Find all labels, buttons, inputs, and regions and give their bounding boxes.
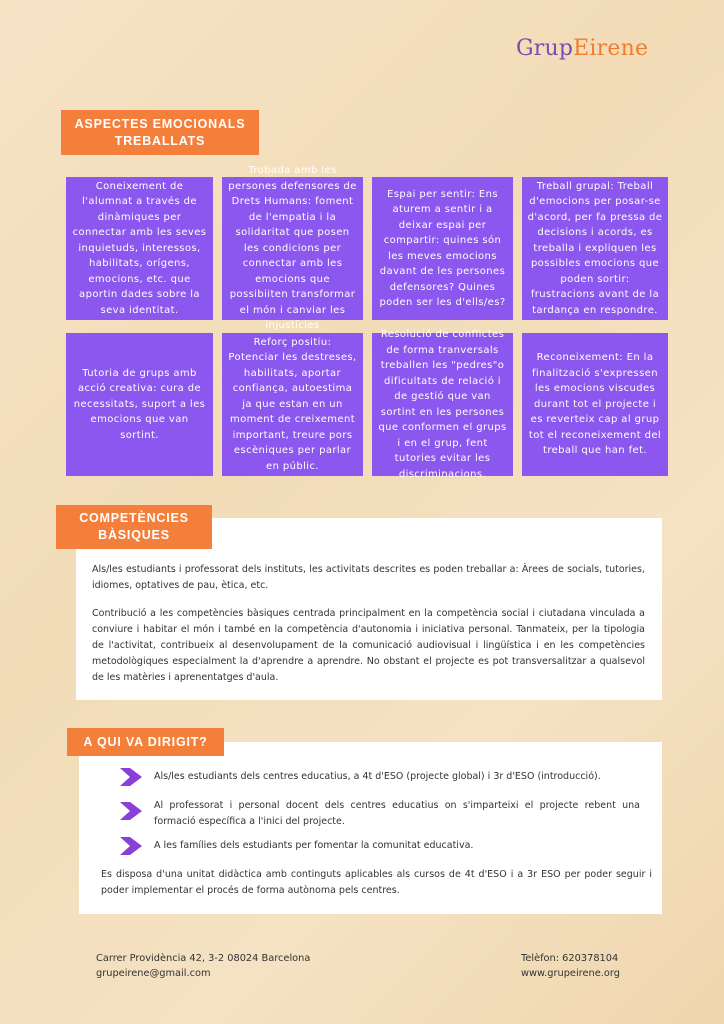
card-treball-grupal: Treball grupal: Treball d'emocions per posar-se d'acord, per fa pressa de decisions i acords, es treballa i expliquen les possibles emocions que poden sortir: frustracions avant de la tardança en respondre. (522, 177, 668, 320)
card-tutoria: Tutoria de grups amb acció creativa: cura de necessitats, suport a les emocions que van sortint. (66, 333, 213, 476)
list-item-text: A les famílies dels estudiants per fomentar la comunitat educativa. (154, 840, 474, 851)
card-espai: Espai per sentir: Ens aturem a sentir i a deixar espai per compartir: quines són les meves emocions davant de les persones defensores? Quines poden ser les d'ells/es? (372, 177, 513, 320)
card-reforc: Reforç positiu: Potenciar les destreses, habilitats, aportar confiança, autoestima ja que estan en un moment de creixement important, treure pors escèniques per parlar en públic. (222, 333, 363, 476)
footer-phone: Telèfon: 620378104 (521, 953, 619, 964)
list-item (120, 798, 640, 829)
chevron-right-icon (120, 837, 142, 855)
footer-email[interactable]: grupeirene@gmail.com (96, 968, 211, 979)
logo-text-grup: Grup (516, 36, 574, 61)
logo-text-eirene: Eirene (573, 36, 649, 61)
list-item (120, 768, 640, 786)
chevron-right-icon (120, 802, 142, 820)
qui-closing-paragraph: Es disposa d'una unitat didàctica amb continguts aplicables als cursos de 4t d'ESO i a 3r ESO per poder seguir i poder implementar el procés de forma autònoma pels centres. (101, 869, 652, 896)
competencies-paragraph-1: Als/les estudiants i professorat dels instituts, les activitats descrites es poden treballar a: Àrees de socials, tutories, idiomes, optatives de pau, ètica, etc. (92, 564, 645, 591)
card-trobada: Trobada amb les persones defensores de Drets Humans: foment de l'empatia i la solidaritat que posen les condicions per connectar amb les emocions que possibiiten transformar el món i canviar les injustícies (222, 177, 363, 320)
list-item (120, 837, 640, 855)
section-title-qui: A QUI VA DIRIGIT? (67, 728, 224, 756)
card-resolucio: Resolució de conflictes de forma tranversals treballen les "pedres"o dificultats de relació i de gestió que van sortint en les persones que conformen el grups i en el grup, fent tutories evitar les discriminacions. (372, 333, 513, 476)
grupeirene-logo (516, 36, 648, 61)
section-title-emocional: ASPECTES EMOCIONALS TREBALLATS (61, 110, 259, 155)
chevron-right-icon (120, 768, 142, 786)
list-item-text: Al professorat i personal docent dels centres educatius on s'imparteixi el projecte rebent una formació específica a l'inici del projecte. (154, 800, 640, 827)
card-reconeixement: Reconeixement: En la finalització s'expressen les emocions viscudes durant tot el projecte i es reverteix cap al grup tot el reconeixement del treball que han fet. (522, 333, 668, 476)
footer-address: Carrer Providència 42, 3-2 08024 Barcelona (96, 953, 311, 964)
list-item-text: Als/les estudiants dels centres educatius, a 4t d'ESO (projecte global) i 3r d'ESO (introducció). (154, 771, 601, 782)
card-coneixement: Coneixement de l'alumnat a través de dinàmiques per connectar amb les seves inquietuds, interessos, habilitats, orígens, emocions, etc. que aportin dades sobre la seva identitat. (66, 177, 213, 320)
section-title-competencies: COMPETÈNCIES BÀSIQUES (56, 505, 212, 549)
footer-website[interactable]: www.grupeirene.org (521, 968, 620, 979)
competencies-paragraph-2: Contribució a les competències bàsiques centrada principalment en la competència social i ciutadana vinculada a conviure i habitar el món i també en la competència d'autonomia i iniciativa personal. Tanmateix, per la tipologia de l'activitat, contribueix al desenvolupament de la comunicació audiovisual i lingüística i en les competències metodològiques especialment la d'aprendre a aprendre. No obstant el projecte es pot transversalitzar a qualsevol de les matèries i aprenentatges d'aula. (92, 608, 645, 683)
